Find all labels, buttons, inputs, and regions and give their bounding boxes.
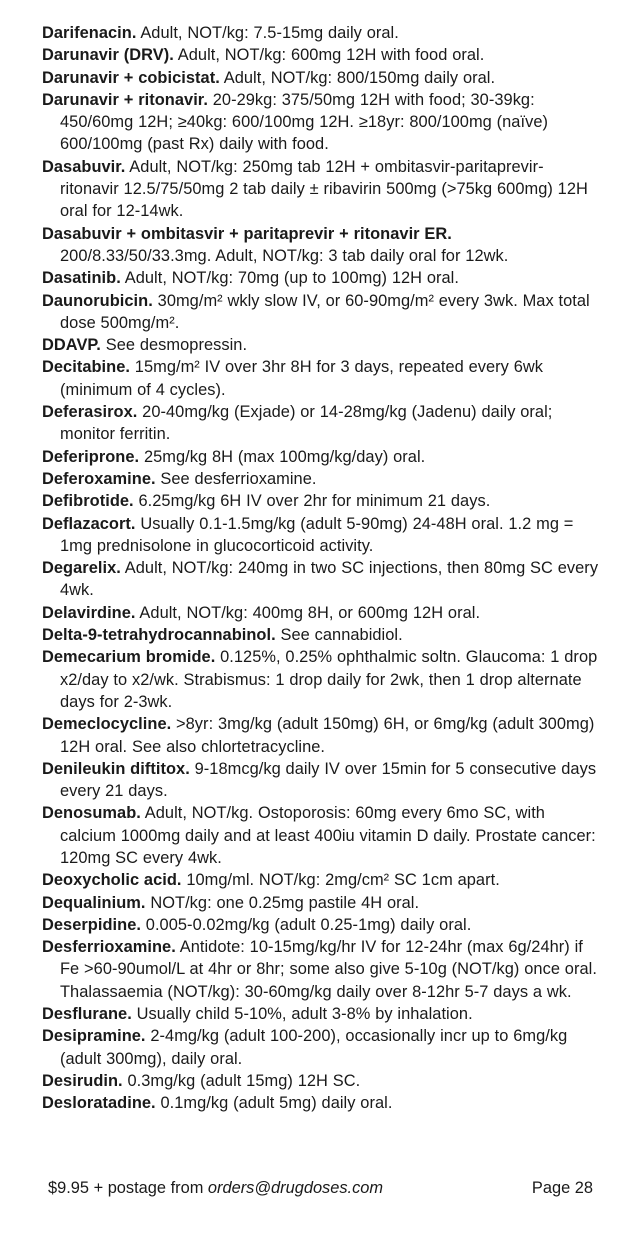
drug-entry-ddavp: [42, 334, 602, 356]
price-text: $9.95 + postage from: [48, 1179, 208, 1197]
drug-entry-defibrotide: [42, 490, 602, 512]
drug-name: Darunavir (DRV).: [42, 46, 174, 65]
drug-entry-deferoxamine: [42, 468, 602, 490]
drug-name: Desirudin.: [42, 1071, 123, 1090]
order-info: [48, 1177, 383, 1199]
drug-name: Demeclocycline.: [42, 715, 172, 734]
drug-dose-text: NOT/kg: one 0.25mg pastile 4H oral.: [145, 893, 420, 912]
drug-name: Defibrotide.: [42, 492, 134, 511]
drug-dose-text: See cannabidiol.: [275, 626, 403, 645]
drug-name: Dequalinium.: [42, 893, 146, 912]
drug-entry-demecarium-bromide: [42, 646, 602, 713]
drug-name: Desloratadine.: [42, 1094, 156, 1113]
drug-name: Denosumab.: [42, 804, 141, 823]
drug-dose-text: See desferrioxamine.: [155, 469, 317, 488]
drug-name: Deserpidine.: [42, 915, 141, 934]
drug-name: Decitabine.: [42, 358, 130, 377]
drug-dose-text: 200/8.33/50/33.3mg. Adult, NOT/kg: 3 tab daily oral for 12wk.: [60, 246, 509, 265]
drug-name: Dasabuvir.: [42, 157, 126, 176]
drug-entry-denileukin-diftitox: [42, 758, 602, 803]
drug-dose-text: 0.125%, 0.25% ophthalmic soltn. Glaucoma: 1 drop x2/day to x2/wk. Strabismus: 1 drop daily for 2wk, then 1 drop alternate days for 2-3wk.: [60, 648, 598, 711]
drug-entry-darunavir-ritonavir: [42, 89, 602, 156]
drug-name: Demecarium bromide.: [42, 648, 216, 667]
drug-dose-text: 2-4mg/kg (adult 100-200), occasionally incr up to 6mg/kg (adult 300mg), daily oral.: [60, 1027, 568, 1068]
drug-name: Darunavir + ritonavir.: [42, 90, 208, 109]
drug-dose-text: Adult, NOT/kg: 240mg in two SC injections, then 80mg SC every 4wk.: [60, 559, 599, 600]
drug-dose-text: Adult, NOT/kg: 70mg (up to 100mg) 12H oral.: [120, 269, 459, 288]
drug-dose-text: 0.3mg/kg (adult 15mg) 12H SC.: [122, 1071, 361, 1090]
drug-name: Deferasirox.: [42, 403, 138, 422]
drug-name: Deoxycholic acid.: [42, 871, 182, 890]
drug-name: Daunorubicin.: [42, 291, 153, 310]
drug-entry-darifenacin: [42, 22, 602, 44]
drug-dose-text: 20-40mg/kg (Exjade) or 14-28mg/kg (Jadenu) daily oral; monitor ferritin.: [60, 403, 553, 444]
drug-dose-text: See desmopressin.: [100, 336, 248, 355]
drug-dose-text: Antidote: 10-15mg/kg/hr IV for 12-24hr (max 6g/24hr) if Fe >60-90umol/L at 4hr or 8hr; some also give 5-10g (NOT/kg) once oral. Thalassaemia (NOT/kg): 30-60mg/kg daily over 8-12hr 5-7 days a wk.: [60, 938, 597, 1001]
drug-entry-dequalinium: [42, 892, 602, 914]
drug-name: Dasatinib.: [42, 269, 121, 288]
drug-name: Deflazacort.: [42, 514, 136, 533]
drug-name: Deferiprone.: [42, 447, 140, 466]
drug-entry-dasatinib: [42, 267, 602, 289]
drug-entry-decitabine: [42, 356, 602, 401]
drug-dose-text: 10mg/ml. NOT/kg: 2mg/cm² SC 1cm apart.: [181, 871, 500, 890]
drug-entry-dasabuvir: [42, 156, 602, 223]
drug-entry-deserpidine: [42, 914, 602, 936]
drug-name: Desferrioxamine.: [42, 938, 176, 957]
drug-dose-text: Adult, NOT/kg: 800/150mg daily oral.: [219, 68, 496, 87]
drug-entry-desferrioxamine: [42, 936, 602, 1003]
drug-entry-desloratadine: [42, 1092, 602, 1114]
drug-dose-text: 6.25mg/kg 6H IV over 2hr for minimum 21 days.: [133, 492, 491, 511]
drug-entry-deflazacort: [42, 513, 602, 558]
drug-name: Darunavir + cobicistat.: [42, 68, 220, 87]
drug-entry-denosumab: [42, 802, 602, 869]
drug-entry-delta-9-thc: [42, 624, 602, 646]
drug-dose-text: Adult, NOT/kg. Ostoporosis: 60mg every 6mo SC, with calcium 1000mg daily and at least 400iu vitamin D daily. Prostate cancer: 120mg SC every 4wk.: [60, 804, 596, 867]
drug-name: Desflurane.: [42, 1005, 132, 1024]
drug-dose-text: Usually 0.1-1.5mg/kg (adult 5-90mg) 24-48H oral. 1.2 mg = 1mg prednisolone in glucocorticoid activity.: [60, 514, 574, 555]
drug-dose-text: 9-18mcg/kg daily IV over 15min for 5 consecutive days every 21 days.: [60, 759, 597, 801]
drug-entry-deferasirox: [42, 401, 602, 446]
drug-entry-desipramine: [42, 1025, 602, 1070]
drug-entry-darunavir-cobicistat: [42, 67, 602, 89]
drug-name: Dasabuvir + ombitasvir + paritaprevir + ritonavir ER.: [42, 224, 452, 243]
drug-entry-delavirdine: [42, 602, 602, 624]
drug-entry-degarelix: [42, 557, 602, 602]
drug-entry-darunavir: [42, 44, 602, 66]
drug-name: DDAVP.: [42, 336, 101, 355]
drug-dose-text: 0.005-0.02mg/kg (adult 0.25-1mg) daily oral.: [140, 915, 472, 934]
drug-dose-text: Adult, NOT/kg: 400mg 8H, or 600mg 12H oral.: [135, 603, 481, 622]
order-email: orders@drugdoses.com: [207, 1179, 384, 1197]
drug-name: Deferoxamine.: [42, 469, 156, 488]
drug-name: Desipramine.: [42, 1027, 146, 1046]
drug-dose-text: 20-29kg: 375/50mg 12H with food; 30-39kg: 450/60mg 12H; ≥40kg: 600/100mg 12H. ≥18yr: 800/100mg (naïve) 600/100mg (past Rx) daily with food.: [60, 90, 548, 154]
drug-entry-deoxycholic-acid: [42, 869, 602, 891]
drug-entry-dasabuvir-combo: [42, 223, 602, 268]
drug-entry-daunorubicin: [42, 290, 602, 335]
page-number: Page 28: [531, 1179, 593, 1197]
drug-name: Degarelix.: [42, 559, 121, 578]
drug-entry-demeclocycline: [42, 713, 602, 758]
drug-dose-text: >8yr: 3mg/kg (adult 150mg) 6H, or 6mg/kg (adult 300mg) 12H oral. See also chlortetracycline.: [60, 715, 595, 756]
drug-entry-desirudin: [42, 1070, 602, 1092]
drug-name: Denileukin diftitox.: [42, 759, 190, 778]
drug-dose-text: 0.1mg/kg (adult 5mg) daily oral.: [155, 1094, 393, 1113]
drug-dose-text: Adult, NOT/kg: 250mg tab 12H + ombitasvir-paritaprevir-ritonavir 12.5/75/50mg 2 tab daily ± ribavirin 500mg (>75kg 600mg) 12H oral for 12-14wk.: [60, 157, 588, 221]
drug-name: Darifenacin.: [42, 24, 137, 42]
drug-dose-text: 30mg/m² wkly slow IV, or 60-90mg/m² every 3wk. Max total dose 500mg/m².: [60, 291, 590, 332]
drug-dose-text: Adult, NOT/kg: 7.5-15mg daily oral.: [136, 24, 399, 42]
drug-dose-text: Adult, NOT/kg: 600mg 12H with food oral.: [173, 46, 485, 65]
drug-dose-list: [42, 22, 602, 1115]
drug-dose-text: 25mg/kg 8H (max 100mg/kg/day) oral.: [139, 447, 426, 466]
drug-dose-text: Usually child 5-10%, adult 3-8% by inhalation.: [131, 1005, 473, 1024]
drug-entry-deferiprone: [42, 446, 602, 468]
drug-name: Delta-9-tetrahydrocannabinol.: [42, 626, 276, 645]
drug-entry-desflurane: [42, 1003, 602, 1025]
drug-name: Delavirdine.: [42, 603, 136, 622]
drug-dose-text: 15mg/m² IV over 3hr 8H for 3 days, repeated every 6wk (minimum of 4 cycles).: [60, 358, 544, 399]
